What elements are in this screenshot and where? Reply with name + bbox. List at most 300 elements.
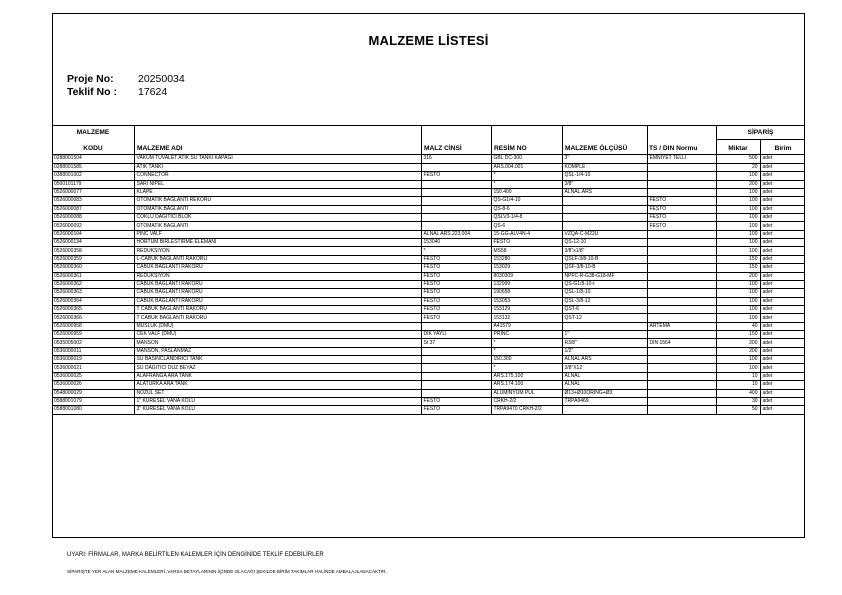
offer-number-value: 17624 bbox=[138, 86, 168, 98]
table-row bbox=[52, 247, 805, 255]
footer-warning: UYARI: FİRMALAR, MARKA BELİRTİLEN KALEMLER İÇİN DENGİNİDE TEKLİF EDEBİLİRLER bbox=[67, 552, 324, 558]
table-row bbox=[52, 197, 805, 205]
cell-drawing: 8030309 bbox=[491, 272, 562, 280]
cell-size: QST-6 bbox=[562, 305, 647, 313]
header-quantity: Miktar bbox=[728, 145, 748, 152]
cell-code: 0588001079 bbox=[52, 397, 134, 405]
table-row bbox=[52, 255, 805, 263]
cell-standard bbox=[647, 389, 716, 397]
cell-unit: adet bbox=[760, 180, 805, 188]
cell-material bbox=[421, 188, 491, 196]
cell-qty: 150 bbox=[716, 264, 760, 272]
cell-qty: 100 bbox=[716, 230, 760, 238]
table-row bbox=[52, 180, 805, 188]
cell-material bbox=[421, 389, 491, 397]
cell-code: 0500101179 bbox=[52, 180, 134, 188]
cell-size: 3" bbox=[562, 155, 647, 163]
cell-size: KOMPLE bbox=[562, 163, 647, 171]
cell-standard bbox=[647, 397, 716, 405]
cell-material bbox=[421, 222, 491, 230]
header-standard: TS / DIN Normu bbox=[649, 145, 698, 152]
cell-name: KLAPE bbox=[134, 188, 421, 196]
cell-name: VAKUM TUVALET ATIK SU TANKI KAPAGI bbox=[134, 155, 421, 163]
cell-qty: 10 bbox=[716, 381, 760, 389]
cell-name: CABUK BAGLANTI RAKORU bbox=[134, 297, 421, 305]
cell-drawing: 132999 bbox=[491, 280, 562, 288]
cell-standard bbox=[647, 255, 716, 263]
cell-unit: adet bbox=[760, 347, 805, 355]
cell-code: 0526000366 bbox=[52, 314, 134, 322]
cell-name: CABUK BAGLANTI RAKORU bbox=[134, 289, 421, 297]
cell-size bbox=[562, 205, 647, 213]
cell-code: 0526000364 bbox=[52, 297, 134, 305]
cell-unit: adet bbox=[760, 289, 805, 297]
cell-size: QST-12 bbox=[562, 314, 647, 322]
cell-code: 0526000087 bbox=[52, 205, 134, 213]
cell-size: ALNAL ARS bbox=[562, 356, 647, 364]
cell-unit: adet bbox=[760, 272, 805, 280]
cell-size: 3/8"x1/8" bbox=[562, 247, 647, 255]
table-row bbox=[52, 280, 805, 288]
cell-qty: 100 bbox=[716, 214, 760, 222]
cell-material: St 37 bbox=[421, 339, 491, 347]
cell-material: FESTO bbox=[421, 272, 491, 280]
cell-material: FESTO bbox=[421, 297, 491, 305]
cell-unit: adet bbox=[760, 230, 805, 238]
cell-size: 1" bbox=[562, 331, 647, 339]
table-row bbox=[52, 381, 805, 389]
cell-name: SU BASINCLANDIRICI TANK bbox=[134, 356, 421, 364]
cell-qty: 100 bbox=[716, 205, 760, 213]
cell-drawing: * bbox=[491, 364, 562, 372]
cell-size: QSF-3/8-10-B bbox=[562, 264, 647, 272]
cell-drawing: 190658 bbox=[491, 289, 562, 297]
cell-code: 0526000077 bbox=[52, 188, 134, 196]
cell-material: FESTO bbox=[421, 289, 491, 297]
cell-size: QSL-3/8-12 bbox=[562, 297, 647, 305]
cell-standard bbox=[647, 372, 716, 380]
cell-qty: 30 bbox=[716, 397, 760, 405]
cell-unit: adet bbox=[760, 239, 805, 247]
cell-code: 0536000025 bbox=[52, 372, 134, 380]
cell-code: 0526000365 bbox=[52, 305, 134, 313]
cell-unit: adet bbox=[760, 247, 805, 255]
cell-drawing: 150.300 bbox=[491, 356, 562, 364]
cell-drawing: 153129 bbox=[491, 305, 562, 313]
cell-name: T CABUK BAGLANTI RAKORU bbox=[134, 314, 421, 322]
cell-name: ALAFRANGA ARA TANK bbox=[134, 372, 421, 380]
cell-code: 0526000958 bbox=[52, 322, 134, 330]
cell-standard bbox=[647, 314, 716, 322]
cell-code: 0526000359 bbox=[52, 255, 134, 263]
cell-unit: adet bbox=[760, 297, 805, 305]
cell-size: 3/8"X12 bbox=[562, 364, 647, 372]
cell-standard bbox=[647, 180, 716, 188]
cell-size bbox=[562, 222, 647, 230]
cell-drawing: * bbox=[491, 347, 562, 355]
cell-qty: 100 bbox=[716, 297, 760, 305]
cell-material: DIK YAYLI bbox=[421, 331, 491, 339]
cell-unit: adet bbox=[760, 381, 805, 389]
header-order-group: SİPARİŞ bbox=[747, 129, 774, 136]
cell-qty: 100 bbox=[716, 364, 760, 372]
cell-qty: 100 bbox=[716, 172, 760, 180]
cell-material: 316 bbox=[421, 155, 491, 163]
cell-material: FESTO bbox=[421, 172, 491, 180]
cell-size: ALNAL.ARS bbox=[562, 188, 647, 196]
cell-name: OTOMATIK BAGLANTI bbox=[134, 222, 421, 230]
cell-material: FESTO bbox=[421, 305, 491, 313]
cell-drawing: PRINC bbox=[491, 331, 562, 339]
cell-drawing: FESTO bbox=[491, 239, 562, 247]
cell-qty: 20 bbox=[716, 163, 760, 171]
table-row bbox=[52, 264, 805, 272]
cell-drawing: ARS.174.100 bbox=[491, 381, 562, 389]
cell-name: 1" KURESEL VANA KOLU bbox=[134, 397, 421, 405]
cell-standard bbox=[647, 297, 716, 305]
cell-name: HORTUM BIRLESTIRME ELEMANI bbox=[134, 239, 421, 247]
cell-code: 0526000959 bbox=[52, 331, 134, 339]
cell-material bbox=[421, 364, 491, 372]
cell-unit: adet bbox=[760, 163, 805, 171]
cell-name: ALATURKA ARA TANK bbox=[134, 381, 421, 389]
cell-material: * bbox=[421, 247, 491, 255]
table-row bbox=[52, 406, 805, 414]
cell-drawing: * bbox=[491, 339, 562, 347]
cell-size: QSL-1/4-10 bbox=[562, 172, 647, 180]
cell-code: 0526000358 bbox=[52, 247, 134, 255]
cell-qty: 100 bbox=[716, 188, 760, 196]
cell-material: FESTO bbox=[421, 255, 491, 263]
cell-name: T CABUK BAGLANTI RAKORU bbox=[134, 305, 421, 313]
cell-drawing: 150.400 bbox=[491, 188, 562, 196]
cell-size: QS-12-10 bbox=[562, 239, 647, 247]
cell-code: 0526000363 bbox=[52, 289, 134, 297]
table-row bbox=[52, 239, 805, 247]
cell-unit: adet bbox=[760, 372, 805, 380]
cell-code: 0536000011 bbox=[52, 347, 134, 355]
cell-code: 0536000026 bbox=[52, 381, 134, 389]
cell-name: NOZUL SET bbox=[134, 389, 421, 397]
cell-qty: 200 bbox=[716, 347, 760, 355]
cell-standard: EMNIYET TELLI bbox=[647, 155, 716, 163]
cell-qty: 200 bbox=[716, 339, 760, 347]
cell-drawing: ARS.175.100 bbox=[491, 372, 562, 380]
cell-drawing: QS-G1/4-10 bbox=[491, 197, 562, 205]
cell-material: FESTO bbox=[421, 406, 491, 414]
cell-material: FESTO bbox=[421, 397, 491, 405]
table-row bbox=[52, 163, 805, 171]
cell-drawing: CRKH-2/2 bbox=[491, 397, 562, 405]
cell-drawing: 153280 bbox=[491, 255, 562, 263]
cell-size: QSL-1/8-10 bbox=[562, 289, 647, 297]
cell-unit: adet bbox=[760, 356, 805, 364]
cell-standard bbox=[647, 364, 716, 372]
table-row bbox=[52, 305, 805, 313]
table-row bbox=[52, 339, 805, 347]
cell-drawing: 153132 bbox=[491, 314, 562, 322]
cell-name: SU DAGITICI DUZ BEYAZ bbox=[134, 364, 421, 372]
header-top-rule bbox=[52, 125, 805, 126]
cell-name: MANSON bbox=[134, 339, 421, 347]
cell-standard bbox=[647, 239, 716, 247]
cell-name: CONNECTOR bbox=[134, 172, 421, 180]
cell-drawing: QSLV3-1/4-8 bbox=[491, 214, 562, 222]
table-row bbox=[52, 314, 805, 322]
cell-standard bbox=[647, 272, 716, 280]
cell-qty: 100 bbox=[716, 314, 760, 322]
cell-code: 0548000029 bbox=[52, 389, 134, 397]
cell-drawing: GBL DC-300 bbox=[491, 155, 562, 163]
cell-name: CABUK BAGLANTI RAKORU bbox=[134, 280, 421, 288]
cell-material: FESTO bbox=[421, 280, 491, 288]
cell-unit: adet bbox=[760, 255, 805, 263]
cell-material bbox=[421, 180, 491, 188]
cell-drawing: MS58 bbox=[491, 247, 562, 255]
cell-code: 0526000362 bbox=[52, 280, 134, 288]
cell-drawing: 153053 bbox=[491, 297, 562, 305]
offer-number-label: Teklif No : bbox=[67, 86, 117, 98]
cell-drawing: ARS.004.001 bbox=[491, 163, 562, 171]
cell-name: SARI NIPEL bbox=[134, 180, 421, 188]
cell-standard: FESTO bbox=[647, 214, 716, 222]
cell-qty: 400 bbox=[716, 389, 760, 397]
table-row bbox=[52, 289, 805, 297]
cell-name: OTOMATIK BAGLANTI bbox=[134, 205, 421, 213]
cell-unit: adet bbox=[760, 305, 805, 313]
table-row bbox=[52, 322, 805, 330]
cell-standard: ARTEMA bbox=[647, 322, 716, 330]
cell-qty: 100 bbox=[716, 222, 760, 230]
cell-unit: adet bbox=[760, 172, 805, 180]
cell-code: 0526000083 bbox=[52, 197, 134, 205]
header-unit: Birim bbox=[774, 145, 792, 152]
materials-table bbox=[52, 155, 805, 415]
cell-material: FESTO bbox=[421, 264, 491, 272]
cell-unit: adet bbox=[760, 314, 805, 322]
cell-material bbox=[421, 381, 491, 389]
header-drawing: RESİM NO bbox=[494, 145, 527, 152]
cell-code: 0535005002 bbox=[52, 339, 134, 347]
header-divider bbox=[421, 125, 422, 155]
cell-qty: 150 bbox=[716, 331, 760, 339]
header-divider bbox=[562, 125, 563, 155]
cell-unit: adet bbox=[760, 214, 805, 222]
table-row bbox=[52, 372, 805, 380]
cell-standard bbox=[647, 356, 716, 364]
cell-size bbox=[562, 406, 647, 414]
cell-size: VZQA-C-M22U bbox=[562, 230, 647, 238]
table-row bbox=[52, 364, 805, 372]
cell-size: TRPA9469 bbox=[562, 397, 647, 405]
cell-qty: 100 bbox=[716, 239, 760, 247]
cell-name: MANSON, PASLANMAZ bbox=[134, 347, 421, 355]
cell-size bbox=[562, 197, 647, 205]
table-row bbox=[52, 397, 805, 405]
cell-unit: adet bbox=[760, 339, 805, 347]
table-row bbox=[52, 230, 805, 238]
footer-note: SİPARİŞTE YER ALAN MALZEME KALEMLERİ, VARSA DETAYLARININ İÇİNDE OLACAĞI ŞEKİLDE BİRİM TAKIMLAR HALİNDE AMBALAJLANACAKTIR. bbox=[67, 569, 387, 574]
table-row bbox=[52, 172, 805, 180]
cell-size: 3/8" bbox=[562, 180, 647, 188]
cell-code: 0288001504 bbox=[52, 155, 134, 163]
cell-standard bbox=[647, 289, 716, 297]
cell-standard: FESTO bbox=[647, 197, 716, 205]
cell-unit: adet bbox=[760, 205, 805, 213]
cell-qty: 200 bbox=[716, 272, 760, 280]
cell-name: REDUKSIYON bbox=[134, 272, 421, 280]
cell-size: ALNAL bbox=[562, 381, 647, 389]
cell-standard bbox=[647, 172, 716, 180]
cell-qty: 100 bbox=[716, 305, 760, 313]
header-material: MALZ CİNSİ bbox=[424, 145, 462, 152]
cell-size: 1/2" bbox=[562, 347, 647, 355]
cell-size: NPFC-R-G38-G18-MF bbox=[562, 272, 647, 280]
cell-size: QS-G1/8-10-I bbox=[562, 280, 647, 288]
cell-code: 0526000361 bbox=[52, 272, 134, 280]
header-divider bbox=[647, 125, 648, 155]
cell-drawing: TRPA9470 CRKH-2/2 bbox=[491, 406, 562, 414]
table-row bbox=[52, 389, 805, 397]
project-number bbox=[67, 73, 185, 85]
cell-unit: adet bbox=[760, 406, 805, 414]
cell-unit: adet bbox=[760, 222, 805, 230]
cell-code: 0288001585 bbox=[52, 163, 134, 171]
table-row bbox=[52, 214, 805, 222]
cell-qty: 150 bbox=[716, 255, 760, 263]
cell-code: 0388001002 bbox=[52, 172, 134, 180]
cell-drawing: 153029 bbox=[491, 264, 562, 272]
cell-qty: 100 bbox=[716, 197, 760, 205]
cell-material bbox=[421, 214, 491, 222]
cell-unit: adet bbox=[760, 397, 805, 405]
cell-name: REDUKSIYON bbox=[134, 247, 421, 255]
cell-material bbox=[421, 347, 491, 355]
cell-drawing: QS-6 bbox=[491, 222, 562, 230]
cell-standard bbox=[647, 406, 716, 414]
cell-drawing: 15-GG-ALV4N-4 bbox=[491, 230, 562, 238]
cell-unit: adet bbox=[760, 155, 805, 163]
cell-standard bbox=[647, 230, 716, 238]
cell-qty: 40 bbox=[716, 322, 760, 330]
cell-unit: adet bbox=[760, 280, 805, 288]
cell-material bbox=[421, 197, 491, 205]
cell-material bbox=[421, 356, 491, 364]
cell-size bbox=[562, 214, 647, 222]
cell-unit: adet bbox=[760, 389, 805, 397]
cell-qty: 100 bbox=[716, 280, 760, 288]
cell-name: PINC VALF bbox=[134, 230, 421, 238]
cell-code: 0536000021 bbox=[52, 364, 134, 372]
header-name: MALZEME ADI bbox=[137, 145, 183, 152]
table-row bbox=[52, 331, 805, 339]
cell-drawing: ALUMINYUM PUL bbox=[491, 389, 562, 397]
cell-standard bbox=[647, 264, 716, 272]
cell-code: 0536000019 bbox=[52, 356, 134, 364]
cell-name: CEK VALF (DMU) bbox=[134, 331, 421, 339]
cell-qty: 50 bbox=[716, 406, 760, 414]
header-code-bottom: KODU bbox=[83, 145, 103, 152]
cell-qty: 100 bbox=[716, 289, 760, 297]
table-row bbox=[52, 222, 805, 230]
cell-name: ATIK TANKI bbox=[134, 163, 421, 171]
cell-code: 0526000134 bbox=[52, 239, 134, 247]
table-row bbox=[52, 356, 805, 364]
cell-unit: adet bbox=[760, 364, 805, 372]
document-title: MALZEME LİSTESİ bbox=[368, 33, 489, 48]
cell-material bbox=[421, 322, 491, 330]
cell-unit: adet bbox=[760, 197, 805, 205]
cell-material bbox=[421, 205, 491, 213]
cell-qty: 200 bbox=[716, 180, 760, 188]
cell-unit: adet bbox=[760, 322, 805, 330]
cell-name: L-CABUK BAGLANTI RAKORU bbox=[134, 255, 421, 263]
cell-standard bbox=[647, 381, 716, 389]
cell-unit: adet bbox=[760, 331, 805, 339]
cell-name: MUSLUK (DMU) bbox=[134, 322, 421, 330]
cell-size bbox=[562, 322, 647, 330]
offer-number bbox=[67, 86, 167, 98]
cell-name: OTOMATIK BAGLANTI REKORU bbox=[134, 197, 421, 205]
cell-drawing: QS-8-6 bbox=[491, 205, 562, 213]
cell-material: FESTO bbox=[421, 314, 491, 322]
cell-size: R3/8" bbox=[562, 339, 647, 347]
cell-qty: 500 bbox=[716, 155, 760, 163]
cell-qty: 10 bbox=[716, 372, 760, 380]
cell-standard bbox=[647, 347, 716, 355]
cell-qty: 100 bbox=[716, 356, 760, 364]
cell-unit: adet bbox=[760, 264, 805, 272]
project-number-label: Proje No: bbox=[67, 73, 114, 85]
cell-unit: adet bbox=[760, 188, 805, 196]
cell-drawing: * bbox=[491, 172, 562, 180]
cell-name: CABUK BAGLANTI RAKORU bbox=[134, 264, 421, 272]
cell-material: ALNAL ARS.223.004 bbox=[421, 230, 491, 238]
table-row bbox=[52, 155, 805, 163]
header-code-top: MALZEME bbox=[76, 129, 110, 136]
table-row bbox=[52, 347, 805, 355]
cell-standard bbox=[647, 188, 716, 196]
cell-size: ALNAL bbox=[562, 372, 647, 380]
cell-standard bbox=[647, 247, 716, 255]
cell-standard bbox=[647, 280, 716, 288]
cell-drawing: * bbox=[491, 180, 562, 188]
cell-code: 0526000088 bbox=[52, 214, 134, 222]
table-row bbox=[52, 297, 805, 305]
cell-standard bbox=[647, 305, 716, 313]
cell-drawing: A41579 bbox=[491, 322, 562, 330]
cell-size: Ø13+Ø10ORING+Ø3 bbox=[562, 389, 647, 397]
cell-standard: FESTO bbox=[647, 205, 716, 213]
table-row bbox=[52, 188, 805, 196]
header-divider bbox=[134, 125, 135, 155]
cell-standard bbox=[647, 331, 716, 339]
cell-code: 0588001080 bbox=[52, 406, 134, 414]
table-row bbox=[52, 205, 805, 213]
project-number-value: 20250034 bbox=[138, 73, 185, 85]
cell-code: 0526000104 bbox=[52, 230, 134, 238]
cell-standard: DIN 1564 bbox=[647, 339, 716, 347]
cell-material bbox=[421, 163, 491, 171]
cell-name: COKLU DAGITICI BLOK bbox=[134, 214, 421, 222]
header-divider bbox=[491, 125, 492, 155]
cell-standard bbox=[647, 163, 716, 171]
cell-code: 0526000092 bbox=[52, 222, 134, 230]
cell-standard: FESTO bbox=[647, 222, 716, 230]
cell-material: 153040 bbox=[421, 239, 491, 247]
header-size: MALZEME ÖLÇÜSÜ bbox=[565, 145, 628, 152]
cell-name: 3" KURESEL VANA KOLU bbox=[134, 406, 421, 414]
